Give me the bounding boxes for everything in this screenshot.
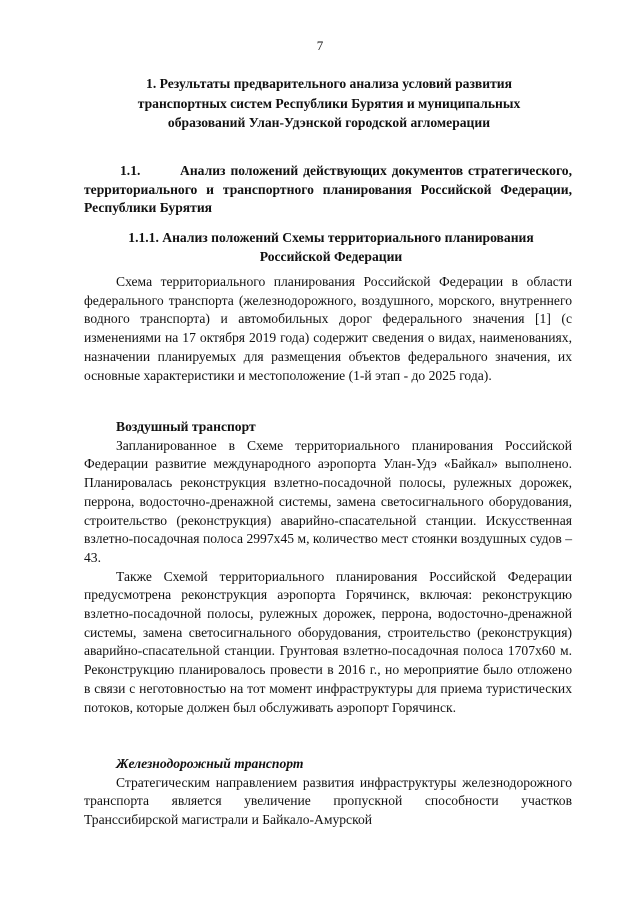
rail-paragraph: Стратегическим направлением развития инфраструктуры железнодорожного транспорта является увеличение пропускной способности участков Транссибирской магистрали и Байкало-Амурской: [84, 774, 572, 828]
rail-transport-heading: Железнодорожный транспорт: [116, 756, 304, 771]
subsection-title: Анализ положений действующих документов стратегического, территориального и транспортного планирования Российской Федерации, Республики Бурятия: [84, 163, 573, 216]
subsubsection-title: 1.1.1. Анализ положений Схемы территориального планирования Российской Федерации: [128, 230, 534, 264]
page-number: 7: [316, 38, 324, 53]
subsection-heading: [84, 162, 572, 218]
intro-paragraph: Схема территориального планирования Российской Федерации в области федерального транспорта (железнодорожного, воздушного, морского, внутреннего водного транспорта) и автомобильных дорог федерального значения [1] (с изменениями на 17 октября 2019 года) содержит сведения о видах, наименованиях, назначении планируемых для размещения объектов федерального значения, их основные характеристики и местоположение (1-й этап - до 2025 года).: [84, 274, 572, 383]
air-paragraph-2: Также Схемой территориального планирования Российской Федерации предусмотрена реконструкция аэропорта Горячинск, включая: реконструкцию взлетно-посадочной полосы, рулежных дорожек, перрона, водосточно-дренажной системы, замена светосигнального оборудования, строительство (реконструкция) аварийно-спасательной станции. Грунтовая взлетно-посадочная полоса 1707х60 м. Реконструкцию планировалось провести в 2016 г., но мероприятие было отложено в связи с неготовностью на тот момент инфраструктуры для приема туристических потоков, которые должен был обслуживать аэропорт Горячинск.: [84, 568, 572, 715]
intro-section: [84, 273, 572, 385]
air-transport-heading: Воздушный транспорт: [116, 419, 256, 434]
air-transport-section: [84, 418, 572, 717]
air-paragraph-1: Запланированное в Схеме территориального планирования Российской Федерации развитие международного аэропорта Улан-Удэ «Байкал» выполнено. Планировалась реконструкция взлетно-посадочной полосы, рулежных дорожек, перрона, водосточно-дренажной системы, замена светосигнального оборудования, строительство (реконструкция) аварийно-спасательной станции. Искусственная взлетно-посадочная полоса 2997х45 м, количество мест стоянки воздушных судов – 43.: [84, 437, 572, 565]
section-title: 1. Результаты предварительного анализа условий развития транспортных систем Республики Бурятия и муниципальных образований Улан-Удэнской городской агломерации: [137, 76, 521, 130]
rail-transport-section: [84, 755, 572, 830]
subsection-number: 1.1.: [120, 163, 141, 178]
